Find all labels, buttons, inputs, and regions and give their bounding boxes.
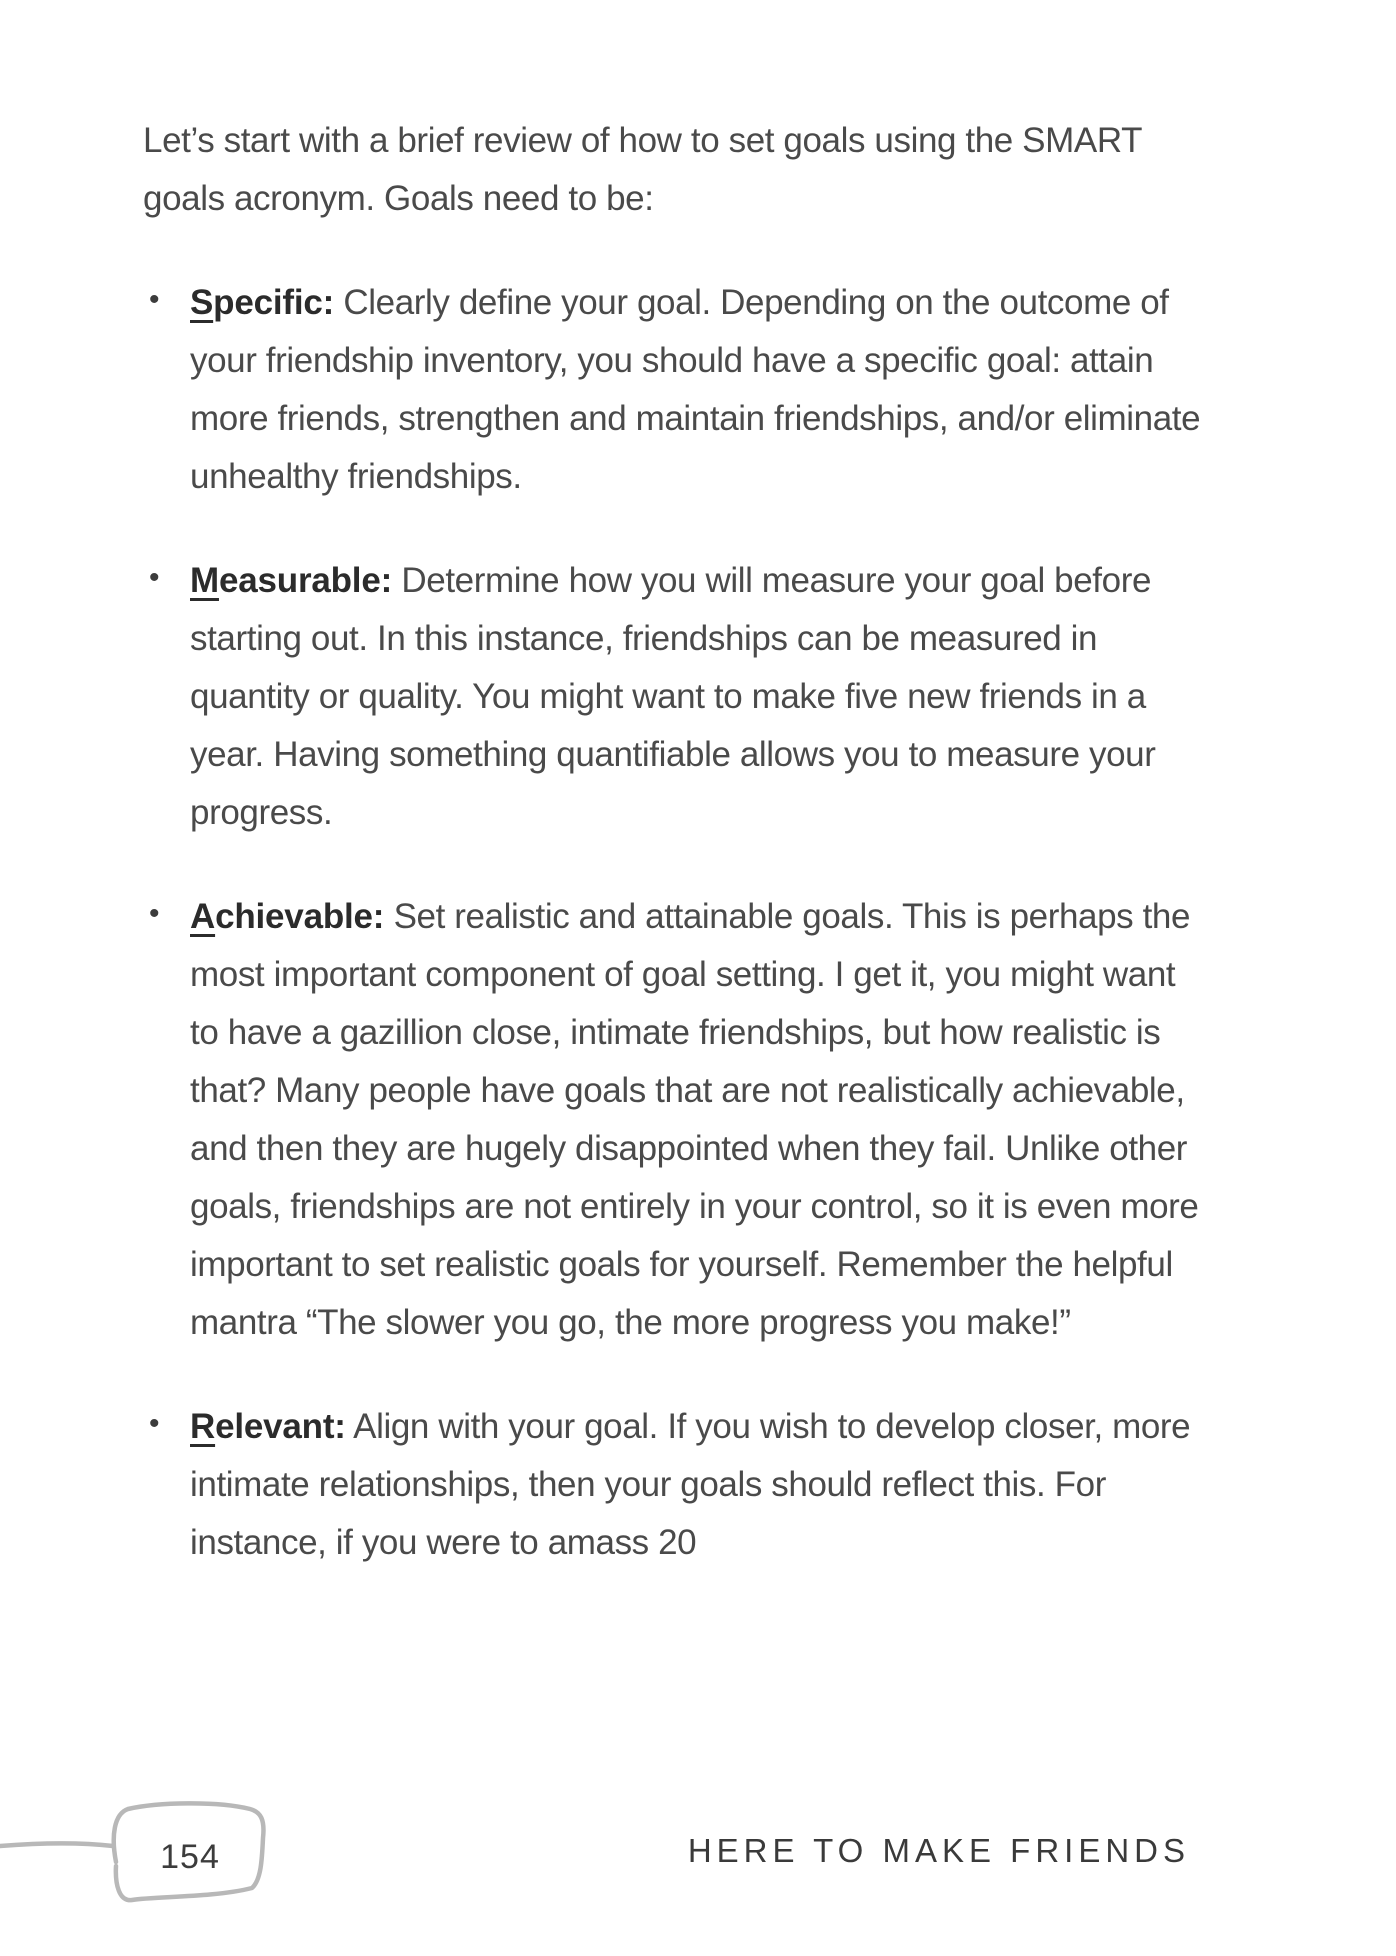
bullet-dot-icon: • (149, 561, 160, 594)
term-relevant (190, 1407, 346, 1446)
term-initial-letter: A (190, 897, 216, 936)
bullet-text: Clearly define your goal. Depending on the outcome of your friendship inventory, you should have a specific goal: attain more friends, strengthen and maintain friendships, and/or eliminate unhealthy friendships. (190, 283, 1201, 496)
bullet-dot-icon: • (149, 283, 160, 316)
term-initial-letter: S (190, 283, 214, 322)
term-specific (190, 283, 334, 322)
term-rest: easurable: (218, 561, 393, 600)
bullet-dot-icon: • (149, 897, 160, 930)
bullet-item-specific (143, 274, 1207, 506)
running-footer-title: HERE TO MAKE FRIENDS (687, 1832, 1190, 1869)
term-rest: chievable: (215, 897, 385, 936)
bullet-text: Set realistic and attainable goals. This is perhaps the most important component of goal setting. I get it, you might want to have a gazillion close, intimate friendships, but how realistic is that? Many people have goals that are not realistically achievable, and then they are hugely disappointed when they fail. Unlike other goals, friendships are not entirely in your control, so it is even more important to set realistic goals for yourself. Remember the helpful mantra “The slower you go, the more progress you make!” (190, 897, 1199, 1342)
bullet-dot-icon: • (149, 1407, 160, 1440)
page-number: 154 (160, 1838, 220, 1876)
term-achievable (190, 897, 384, 936)
bullet-item-relevant (143, 1398, 1207, 1572)
term-measurable (190, 561, 392, 600)
smart-goals-list (143, 274, 1207, 1572)
term-rest: elevant: (215, 1407, 346, 1446)
footer-rule-line (0, 1843, 113, 1846)
term-rest: pecific: (213, 283, 335, 322)
bullet-item-measurable (143, 552, 1207, 842)
term-initial-letter: M (190, 561, 219, 600)
bullet-text: Determine how you will measure your goal before starting out. In this instance, friendships can be measured in quantity or quality. You might want to make five new friends in a year. Having something quantifiable allows you to measure your progress. (190, 561, 1156, 832)
page-content (143, 112, 1207, 1572)
intro-paragraph: Let’s start with a brief review of how to set goals using the SMART goals acronym. Goals need to be: (143, 121, 1142, 218)
bullet-item-achievable (143, 888, 1207, 1352)
term-initial-letter: R (190, 1407, 216, 1446)
bullet-text: Align with your goal. If you wish to develop closer, more intimate relationships, then your goals should reflect this. For instance, if you were to amass 20 (190, 1407, 1191, 1562)
